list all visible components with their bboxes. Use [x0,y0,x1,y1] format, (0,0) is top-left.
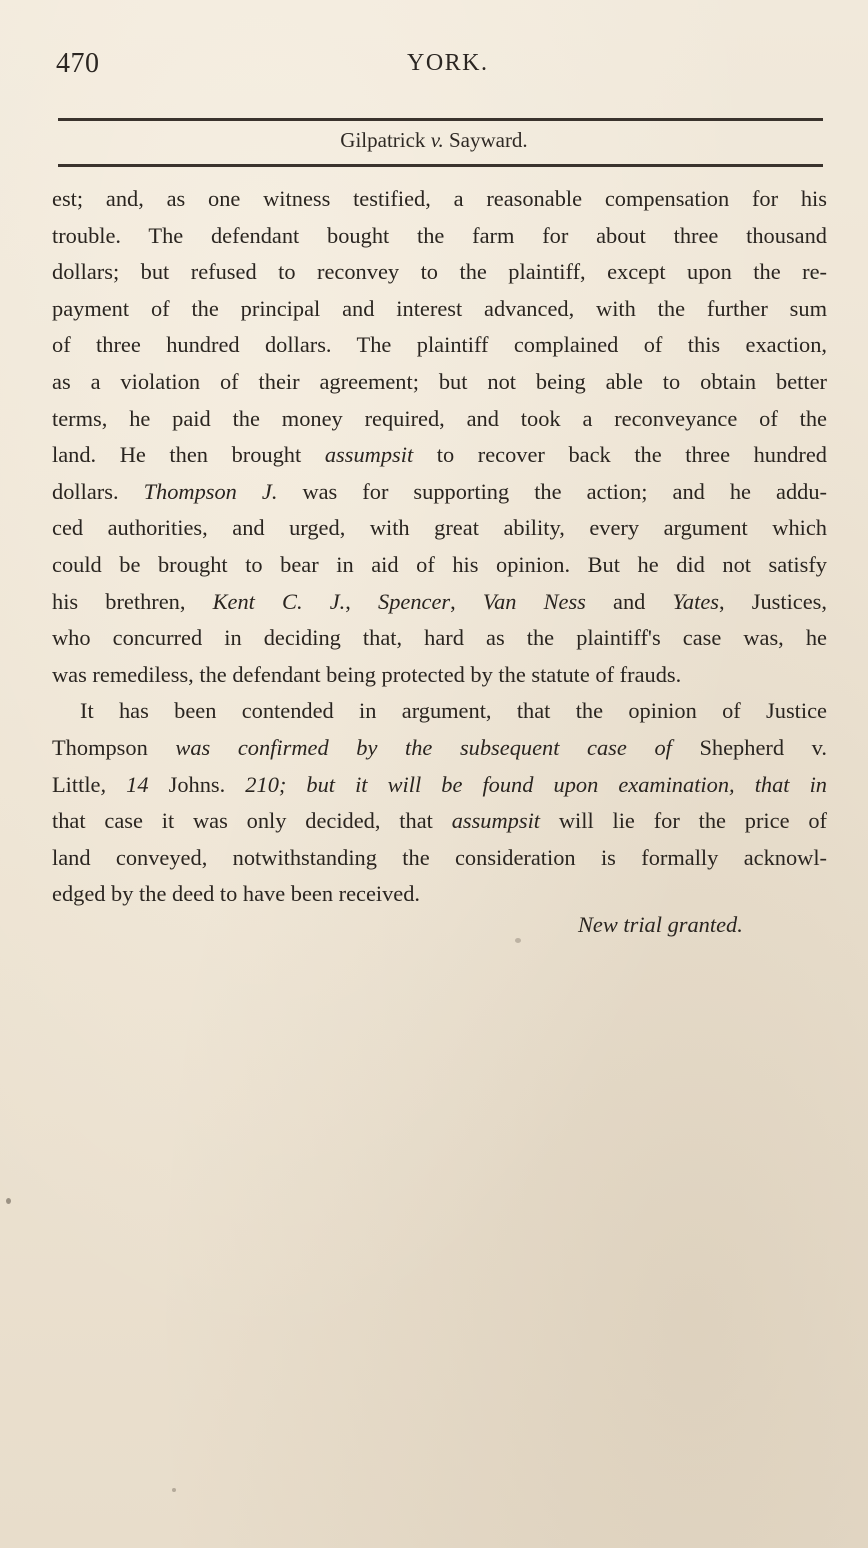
case-plaintiff: Gilpatrick [340,128,426,152]
running-head-title: YORK. [407,50,489,76]
text-run: Little [52,771,101,797]
text-line [52,620,827,657]
italic-citation: assumpsit [451,808,541,834]
text-run: that case it was only decided, that [52,808,452,834]
paper-speck [515,938,521,943]
text-run: dollars. [52,478,144,504]
text-line [52,364,827,401]
text-line [52,401,827,438]
italic-citation: Kent C. J. [212,588,346,614]
italic-citation: assumpsit [324,442,414,468]
text-run: was for supporting the action; and he addu- [277,478,827,504]
text-run: as a violation of their agreement; but not being able to obtain better [52,368,827,394]
text-line [52,291,827,328]
text-run: , [345,588,378,614]
text-line [52,876,827,913]
header-rule-top [58,118,823,121]
italic-citation: Thompson J. [143,478,278,504]
text-line [52,584,827,621]
verdict: New trial granted. [578,912,743,937]
text-line [52,181,827,218]
text-run: land. He then brought [52,442,325,468]
text-run: est; and, as one witness testified, a reasonable compensation for his [52,186,827,211]
text-line [52,767,827,804]
italic-citation: , 14 [100,771,169,797]
text-line [52,730,827,767]
running-head [52,46,827,86]
text-line [52,437,827,474]
text-line [52,254,827,291]
text-run: Shepherd v. [699,734,827,760]
text-run: Johns. [168,771,226,797]
text-run: dollars; but refused to reconvey to the plaintiff, except upon the re- [52,259,827,285]
text-line [52,474,827,511]
text-line [52,693,827,730]
text-run: terms, he paid the money required, and took a reconveyance of the [52,405,827,431]
text-run: was remediless, the defendant being protected by the statute of frauds. [52,661,682,687]
text-line [52,657,827,694]
italic-citation: Spencer [378,588,451,614]
text-run: and [585,588,673,614]
text-run: , [450,588,483,614]
text-line [52,510,827,547]
text-line [52,840,827,877]
text-run: will lie for the price of [540,808,827,834]
italic-citation: 210; but it will be found upon examination, that in [225,771,828,797]
text-run: , Justices, [719,588,827,614]
case-caption [0,128,868,153]
text-line [52,218,827,255]
italic-citation: Yates [672,588,719,614]
text-run: could be brought to bear in aid of his opinion. But he did not satisfy [52,551,827,577]
text-run: edged by the deed to have been received. [52,881,421,907]
text-run: payment of the principal and interest advanced, with the further sum [52,295,827,321]
text-line [52,547,827,584]
header-rule-bottom [58,164,823,167]
text-line [52,327,827,364]
text-run: land conveyed, notwithstanding the consideration is formally acknowl- [52,844,827,870]
text-run: who concurred in deciding that, hard as the plaintiff's case was, he [52,625,827,651]
text-run: his brethren, [52,588,213,614]
text-run: It has been contended in argument, that the opinion of Justice [80,698,827,724]
paper-speck [172,1488,176,1492]
body-text [52,181,827,913]
case-versus: v. [430,128,444,152]
text-run: to recover back the three hundred [413,442,827,468]
text-run: ced authorities, and urged, with great ability, every argument which [52,515,827,541]
paper-speck [6,1198,11,1204]
italic-citation: was confirmed by the subsequent case of [147,734,700,760]
page-number: 470 [56,48,100,79]
text-run: Thompson [52,734,148,760]
text-run: of three hundred dollars. The plaintiff complained of this exaction, [52,332,827,358]
case-defendant: Sayward. [448,128,528,152]
text-run: trouble. The defendant bought the farm for about three thousand [52,222,827,248]
italic-citation: Van Ness [482,588,586,614]
text-line [52,803,827,840]
